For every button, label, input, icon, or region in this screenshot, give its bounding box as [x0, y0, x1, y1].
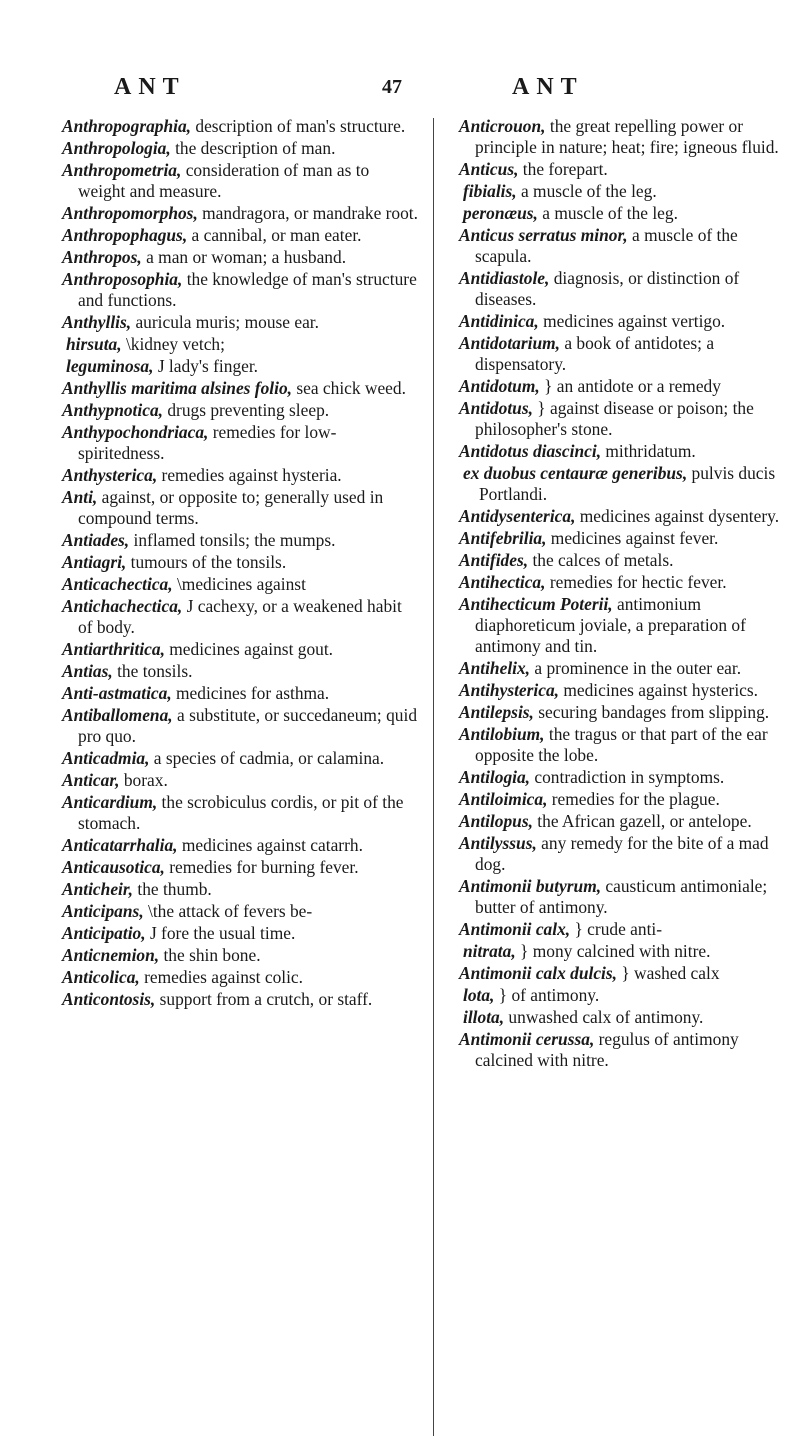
- entry-term: Antilogia,: [459, 767, 531, 787]
- entry-definition: the description of man.: [170, 138, 336, 158]
- entry-term: Anthypochondriaca,: [62, 422, 209, 442]
- entry-term: Antidinica,: [459, 311, 539, 331]
- entry-definition: any remedy for the bite of a mad dog.: [475, 833, 769, 874]
- dictionary-entry: [459, 702, 785, 723]
- entry-definition: the forepart.: [518, 159, 608, 179]
- column-divider: [433, 118, 434, 1436]
- dictionary-entry: [459, 398, 785, 440]
- entry-term: peronæus,: [463, 203, 538, 223]
- entry-definition: medicines against fever.: [546, 528, 719, 548]
- entry-definition: } against disease or poison; the philosopher's stone.: [475, 398, 754, 439]
- entry-definition: the calces of metals.: [528, 550, 674, 570]
- entry-definition: the thumb.: [133, 879, 212, 899]
- dictionary-entry: [62, 530, 418, 551]
- entry-term: Anthropomorphos,: [62, 203, 198, 223]
- dictionary-entry: [62, 422, 418, 464]
- entry-definition: a muscle of the leg.: [537, 203, 678, 223]
- entry-definition: support from a crutch, or staff.: [155, 989, 373, 1009]
- dictionary-entry: [459, 506, 785, 527]
- dictionary-entry: [459, 876, 785, 918]
- entry-definition: remedies for low-spiritedness.: [78, 422, 337, 463]
- dictionary-entry: [62, 639, 418, 660]
- dictionary-entry: [62, 116, 418, 137]
- entry-term: Anti,: [62, 487, 98, 507]
- entry-definition: a muscle of the scapula.: [475, 225, 738, 266]
- entry-term: Antimonii butyrum,: [459, 876, 602, 896]
- entry-term: Anticatarrhalia,: [62, 835, 178, 855]
- dictionary-entry: [459, 658, 785, 679]
- dictionary-entry: [62, 683, 418, 704]
- entry-term: Anticausotica,: [62, 857, 165, 877]
- entry-definition: a substitute, or succedaneum; quid pro quo.: [78, 705, 418, 746]
- entry-term: Antimonii calx,: [459, 919, 571, 939]
- dictionary-entry: [62, 378, 418, 399]
- dictionary-entry: [62, 835, 418, 856]
- entry-term: lota,: [463, 985, 495, 1005]
- dictionary-entry: [459, 225, 785, 267]
- entry-definition: } washed calx: [617, 963, 720, 983]
- entry-term: Anticadmia,: [62, 748, 150, 768]
- entry-definition: the tonsils.: [112, 661, 193, 681]
- entry-definition: medicines against gout.: [164, 639, 334, 659]
- entry-definition: the shin bone.: [159, 945, 261, 965]
- entry-term: Antidysenterica,: [459, 506, 576, 526]
- entry-term: nitrata,: [463, 941, 516, 961]
- dictionary-entry: [459, 376, 785, 397]
- dictionary-entry: [62, 312, 418, 333]
- entry-term: Anticrouon,: [459, 116, 546, 136]
- entry-definition: a book of antidotes; a dispensatory.: [475, 333, 715, 374]
- dictionary-entry: [62, 138, 418, 159]
- dictionary-entry: [62, 465, 418, 486]
- dictionary-entry: [62, 857, 418, 878]
- dictionary-entry: [62, 661, 418, 682]
- entry-term: illota,: [463, 1007, 505, 1027]
- entry-term: Anticheir,: [62, 879, 134, 899]
- dictionary-entry: [62, 967, 418, 988]
- dictionary-entry: [62, 989, 418, 1010]
- entry-term: Antiballomena,: [62, 705, 173, 725]
- entry-term: fibialis,: [463, 181, 517, 201]
- entry-definition: medicines against vertigo.: [538, 311, 726, 331]
- entry-term: Antiarthritica,: [62, 639, 165, 659]
- entry-definition: mithridatum.: [601, 441, 696, 461]
- entry-term: Antiloimica,: [459, 789, 548, 809]
- entry-definition: } mony calcined with nitre.: [515, 941, 711, 961]
- dictionary-entry: [459, 311, 785, 332]
- entry-term: Anticardium,: [62, 792, 158, 812]
- entry-term: Anthroposophia,: [62, 269, 183, 289]
- dictionary-entry: [459, 441, 785, 462]
- entry-term: Antihysterica,: [459, 680, 560, 700]
- dictionary-entry: [459, 1007, 785, 1028]
- entry-term: Antilepsis,: [459, 702, 534, 722]
- entry-term: Antimonii calx dulcis,: [459, 963, 617, 983]
- entry-term: Anthropos,: [62, 247, 142, 267]
- entry-term: Anticar,: [62, 770, 120, 790]
- entry-definition: medicines against hysterics.: [559, 680, 758, 700]
- dictionary-entry: [62, 269, 418, 311]
- dictionary-entry: [459, 550, 785, 571]
- dictionary-entry: [62, 160, 418, 202]
- entry-term: Anthyllis,: [62, 312, 132, 332]
- entry-term: Antichachectica,: [62, 596, 183, 616]
- entry-term: Anticachectica,: [62, 574, 173, 594]
- entry-term: Antifides,: [459, 550, 529, 570]
- entry-term: leguminosa,: [66, 356, 154, 376]
- dictionary-entry: [62, 400, 418, 421]
- entry-term: Anticus,: [459, 159, 519, 179]
- entry-definition: the tragus or that part of the ear opposite the lobe.: [475, 724, 768, 765]
- dictionary-entry: [459, 1029, 785, 1071]
- dictionary-entry: [62, 596, 418, 638]
- dictionary-entry: [459, 724, 785, 766]
- left-column: [62, 116, 418, 1011]
- dictionary-entry: [459, 833, 785, 875]
- entry-term: Anthysterica,: [62, 465, 158, 485]
- dictionary-entry: [62, 574, 418, 595]
- dictionary-entry: [62, 225, 418, 246]
- entry-definition: } an antidote or a remedy: [539, 376, 721, 396]
- entry-definition: inflamed tonsils; the mumps.: [129, 530, 336, 550]
- entry-definition: } of antimony.: [494, 985, 600, 1005]
- entry-definition: remedies against colic.: [139, 967, 303, 987]
- dictionary-entry: [459, 528, 785, 549]
- dictionary-entry: [62, 487, 418, 529]
- entry-definition: medicines against dysentery.: [575, 506, 780, 526]
- entry-definition: pulvis ducis Portlandi.: [479, 463, 776, 504]
- entry-definition: J lady's finger.: [153, 356, 259, 376]
- entry-term: Anti-astmatica,: [62, 683, 172, 703]
- entry-definition: medicines against catarrh.: [177, 835, 363, 855]
- entry-term: Antilopus,: [459, 811, 533, 831]
- entry-definition: consideration of man as to weight and measure.: [78, 160, 370, 201]
- entry-term: Antimonii cerussa,: [459, 1029, 595, 1049]
- entry-term: ex duobus centauræ generibus,: [463, 463, 688, 483]
- entry-definition: remedies for hectic fever.: [545, 572, 727, 592]
- right-column: [459, 116, 785, 1072]
- entry-definition: \kidney vetch;: [121, 334, 225, 354]
- entry-definition: a cannibal, or man eater.: [187, 225, 362, 245]
- entry-definition: a man or woman; a husband.: [141, 247, 347, 267]
- dictionary-entry: [62, 203, 418, 224]
- entry-term: Anticipatio,: [62, 923, 146, 943]
- dictionary-entry: [459, 116, 785, 158]
- entry-term: hirsuta,: [66, 334, 122, 354]
- entry-term: Antidotarium,: [459, 333, 560, 353]
- entry-definition: causticum antimoniale; butter of antimony.: [475, 876, 768, 917]
- entry-definition: description of man's structure.: [191, 116, 406, 136]
- dictionary-entry: [459, 680, 785, 701]
- dictionary-entry: [459, 963, 785, 984]
- dictionary-entry: [459, 811, 785, 832]
- entry-definition: tumours of the tonsils.: [126, 552, 287, 572]
- dictionary-entry: [459, 919, 785, 940]
- entry-term: Anticnemion,: [62, 945, 160, 965]
- entry-definition: drugs preventing sleep.: [162, 400, 330, 420]
- dictionary-entry: [62, 923, 418, 944]
- entry-definition: J fore the usual time.: [145, 923, 296, 943]
- entry-term: Antidotus diascinci,: [459, 441, 602, 461]
- entry-term: Antiades,: [62, 530, 130, 550]
- dictionary-entry: [62, 901, 418, 922]
- dictionary-entry: [62, 748, 418, 769]
- entry-definition: a species of cadmia, or calamina.: [149, 748, 385, 768]
- dictionary-entry: [459, 333, 785, 375]
- entry-definition: \the attack of fevers be-: [143, 901, 313, 921]
- entry-definition: auricula muris; mouse ear.: [131, 312, 319, 332]
- entry-term: Anticolica,: [62, 967, 140, 987]
- entry-definition: J cachexy, or a weakened habit of body.: [78, 596, 402, 637]
- entry-definition: securing bandages from slipping.: [533, 702, 770, 722]
- entry-definition: medicines for asthma.: [171, 683, 330, 703]
- entry-term: Antiagri,: [62, 552, 127, 572]
- dictionary-entry: [62, 705, 418, 747]
- dictionary-entry: [459, 463, 785, 505]
- entry-definition: remedies for burning fever.: [164, 857, 359, 877]
- dictionary-entry: [459, 789, 785, 810]
- dictionary-entry: [62, 334, 418, 355]
- entry-definition: the scrobiculus cordis, or pit of the stomach.: [78, 792, 404, 833]
- running-head-right: ANT: [512, 74, 584, 100]
- entry-term: Anticipans,: [62, 901, 144, 921]
- dictionary-entry: [459, 594, 785, 657]
- dictionary-entry: [62, 770, 418, 791]
- entry-term: Anthropophagus,: [62, 225, 188, 245]
- entry-term: Antidotus,: [459, 398, 533, 418]
- page-header: [0, 74, 800, 108]
- entry-definition: unwashed calx of antimony.: [504, 1007, 704, 1027]
- entry-definition: regulus of antimony calcined with nitre.: [475, 1029, 739, 1070]
- dictionary-entry: [62, 879, 418, 900]
- dictionary-entry: [459, 767, 785, 788]
- entry-term: Antifebrilia,: [459, 528, 547, 548]
- entry-definition: \medicines against: [172, 574, 306, 594]
- page-number: 47: [382, 76, 402, 98]
- dictionary-entry: [62, 247, 418, 268]
- entry-term: Anticontosis,: [62, 989, 156, 1009]
- entry-definition: against, or opposite to; generally used in compound terms.: [78, 487, 384, 528]
- entry-definition: a prominence in the outer ear.: [530, 658, 742, 678]
- dictionary-entry: [459, 181, 785, 202]
- entry-definition: remedies against hysteria.: [157, 465, 342, 485]
- entry-definition: remedies for the plague.: [547, 789, 720, 809]
- dictionary-entry: [459, 203, 785, 224]
- entry-term: Antilyssus,: [459, 833, 537, 853]
- entry-definition: borax.: [119, 770, 168, 790]
- entry-definition: the African gazell, or antelope.: [532, 811, 752, 831]
- entry-definition: diagnosis, or distinction of diseases.: [475, 268, 740, 309]
- dictionary-entry: [459, 572, 785, 593]
- entry-term: Anticus serratus minor,: [459, 225, 628, 245]
- entry-term: Anthyllis maritima alsines folio,: [62, 378, 292, 398]
- entry-term: Antihecticum Poterii,: [459, 594, 613, 614]
- dictionary-entry: [62, 792, 418, 834]
- entry-term: Anthropologia,: [62, 138, 171, 158]
- entry-definition: a muscle of the leg.: [516, 181, 657, 201]
- dictionary-entry: [459, 268, 785, 310]
- entry-term: Antihelix,: [459, 658, 531, 678]
- entry-definition: contradiction in symptoms.: [530, 767, 725, 787]
- entry-term: Anthropographia,: [62, 116, 192, 136]
- entry-term: Antias,: [62, 661, 113, 681]
- running-head-left: ANT: [114, 74, 186, 100]
- entry-term: Anthropometria,: [62, 160, 182, 180]
- entry-term: Antihectica,: [459, 572, 546, 592]
- entry-term: Antidotum,: [459, 376, 540, 396]
- dictionary-entry: [62, 552, 418, 573]
- entry-term: Antidiastole,: [459, 268, 550, 288]
- entry-definition: } crude anti-: [570, 919, 663, 939]
- entry-term: Antilobium,: [459, 724, 545, 744]
- entry-definition: mandragora, or mandrake root.: [197, 203, 418, 223]
- entry-definition: the knowledge of man's structure and functions.: [78, 269, 417, 310]
- dictionary-entry: [459, 941, 785, 962]
- entry-definition: antimonium diaphoreticum joviale, a preparation of antimony and tin.: [475, 594, 746, 656]
- entry-term: Anthypnotica,: [62, 400, 163, 420]
- entry-definition: the great repelling power or principle in nature; heat; fire; igneous fluid.: [475, 116, 779, 157]
- dictionary-entry: [459, 985, 785, 1006]
- entry-definition: sea chick weed.: [292, 378, 406, 398]
- dictionary-entry: [62, 945, 418, 966]
- dictionary-entry: [62, 356, 418, 377]
- dictionary-entry: [459, 159, 785, 180]
